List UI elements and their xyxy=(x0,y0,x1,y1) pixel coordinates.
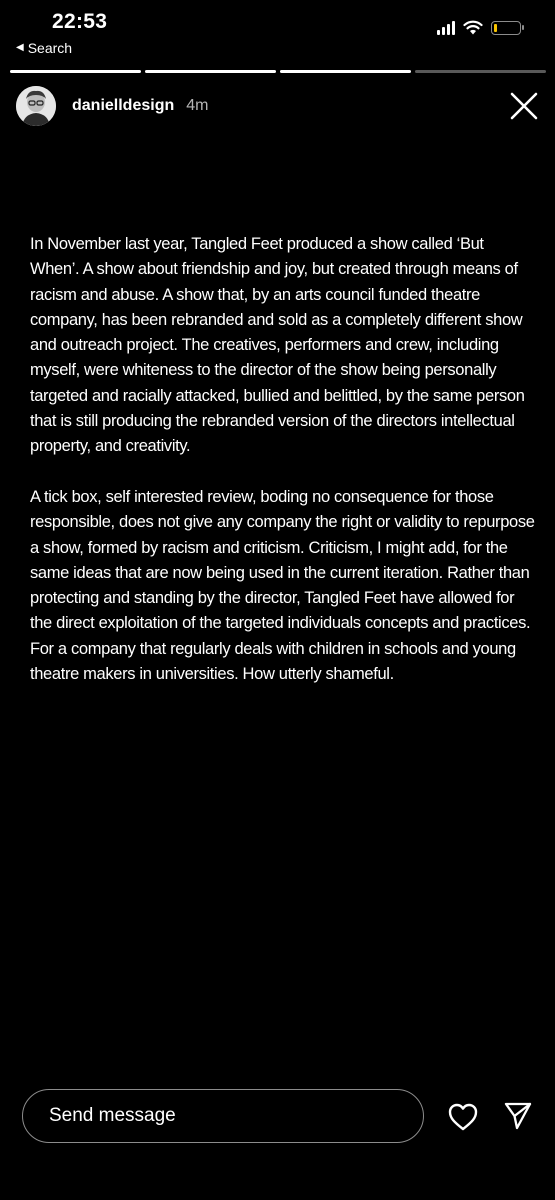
story-progress-fill xyxy=(280,70,411,73)
close-icon[interactable] xyxy=(508,90,540,122)
status-bar xyxy=(0,0,555,64)
paper-plane-icon[interactable] xyxy=(503,1101,533,1131)
story-text xyxy=(30,232,535,713)
story-username[interactable]: danielldesign xyxy=(72,97,175,114)
story-time-ago: 4m xyxy=(186,97,209,114)
story-paragraph: In November last year, Tangled Feet produced a show called ‘But When’. A show about friendship and joy, but created through means of racism and abuse. A show that, by an arts council funded theatre company, has been rebranded and sold as a completely different show and outreach project. The creatives, performers and crew, including myself, were whiteness to the director of the show being personally targeted and racially attacked, bullied and belittled, by the same person that is still producing the rebranded version of the directors intellectual property, and creativity. xyxy=(30,235,525,456)
battery-level xyxy=(494,24,497,32)
status-time: 22:53 xyxy=(52,10,108,33)
story-progress-fill xyxy=(10,70,141,73)
story-progress-segment xyxy=(145,70,276,73)
send-message-input[interactable] xyxy=(22,1089,424,1143)
avatar[interactable] xyxy=(16,86,56,126)
story-progress-segment xyxy=(415,70,546,73)
wifi-icon xyxy=(463,20,483,35)
story-progress-segment xyxy=(10,70,141,73)
story-paragraph: A tick box, self interested review, boding no consequence for those responsible, does not give any company the right or validity to repurpose a show, formed by racism and criticism. Criticism, I might add, for the same ideas that are now being used in the current iteration. Rather than protecting and standing by the director, Tangled Feet have allowed for the direct exploitation of the targeted individuals concepts and practices. For a company that regularly deals with children in schools and young theatre makers in universities. How utterly shameful. xyxy=(30,487,535,684)
heart-icon[interactable] xyxy=(448,1103,478,1131)
story-header xyxy=(16,84,546,128)
cellular-signal-icon xyxy=(437,21,455,35)
back-to-search-link[interactable] xyxy=(16,40,72,56)
back-triangle-icon: ◀ xyxy=(16,42,24,53)
story-progress xyxy=(10,70,546,73)
back-label: Search xyxy=(27,40,73,56)
story-progress-fill xyxy=(145,70,276,73)
battery-icon xyxy=(491,21,521,35)
avatar-portrait-icon xyxy=(16,86,56,126)
status-icons xyxy=(437,20,521,35)
story-progress-segment xyxy=(280,70,411,73)
